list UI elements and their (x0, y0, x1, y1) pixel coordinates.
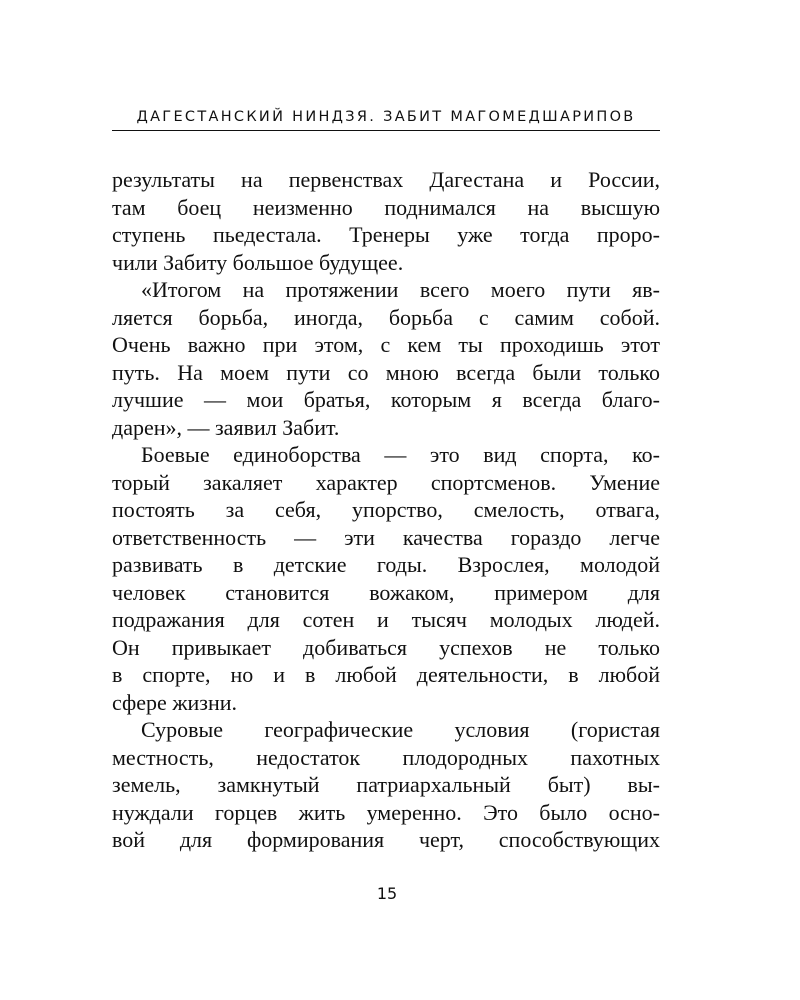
text-line: Очень важно при этом, с кем ты проходишь этот (112, 332, 660, 357)
text-line: «Итогом на протяжении всего моего пути яв- (141, 277, 660, 302)
running-header: ДАГЕСТАНСКИЙ НИНДЗЯ. ЗАБИТ МАГОМЕДШАРИПОВ (112, 106, 660, 131)
text-line: подражания для сотен и тысяч молодых людей. (112, 607, 660, 632)
body-text (112, 166, 660, 854)
text-line: Он привыкает добиваться успехов не только (112, 634, 660, 660)
text-line: ляется борьба, иногда, борьба с самим собой. (112, 304, 660, 330)
text-line: ступень пьедестала. Тренеры уже тогда проро- (112, 222, 660, 247)
paragraph-1 (112, 166, 660, 276)
text-line: земель, замкнутый патриархальный быт) вы- (112, 772, 660, 797)
text-line: дарен», — заявил Забит. (112, 414, 340, 440)
text-line: в спорте, но и в любой деятельности, в любой (112, 662, 660, 687)
text-line: чили Забиту большое будущее. (112, 249, 404, 275)
text-line: торый закаляет характер спортсменов. Умение (112, 469, 660, 495)
text-line: нуждали горцев жить умеренно. Это было осно- (112, 799, 660, 825)
text-line: Боевые единоборства — это вид спорта, ко- (141, 442, 660, 467)
text-line: ответственность — эти качества гораздо легче (112, 524, 660, 550)
paragraph-2 (112, 276, 660, 441)
text-line: Суровые географические условия (гористая (141, 717, 660, 742)
page-number: 15 (376, 884, 398, 903)
text-line: местность, недостаток плодородных пахотных (112, 744, 660, 770)
text-line: сфере жизни. (112, 689, 238, 715)
text-line: вой для формирования черт, способствующих (112, 827, 660, 852)
text-line: постоять за себя, упорство, смелость, отвага, (112, 497, 660, 522)
paragraph-4 (112, 716, 660, 854)
text-line: лучшие — мои братья, которым я всегда благо- (112, 387, 660, 412)
paragraph-3 (112, 441, 660, 716)
text-line: там боец неизменно поднимался на высшую (112, 194, 660, 220)
text-line: путь. На моем пути со мною всегда были только (112, 359, 660, 385)
text-line: результаты на первенствах Дагестана и России, (112, 167, 660, 192)
text-line: развивать в детские годы. Взрослея, молодой (112, 552, 660, 577)
text-line: человек становится вожаком, примером для (112, 579, 660, 605)
